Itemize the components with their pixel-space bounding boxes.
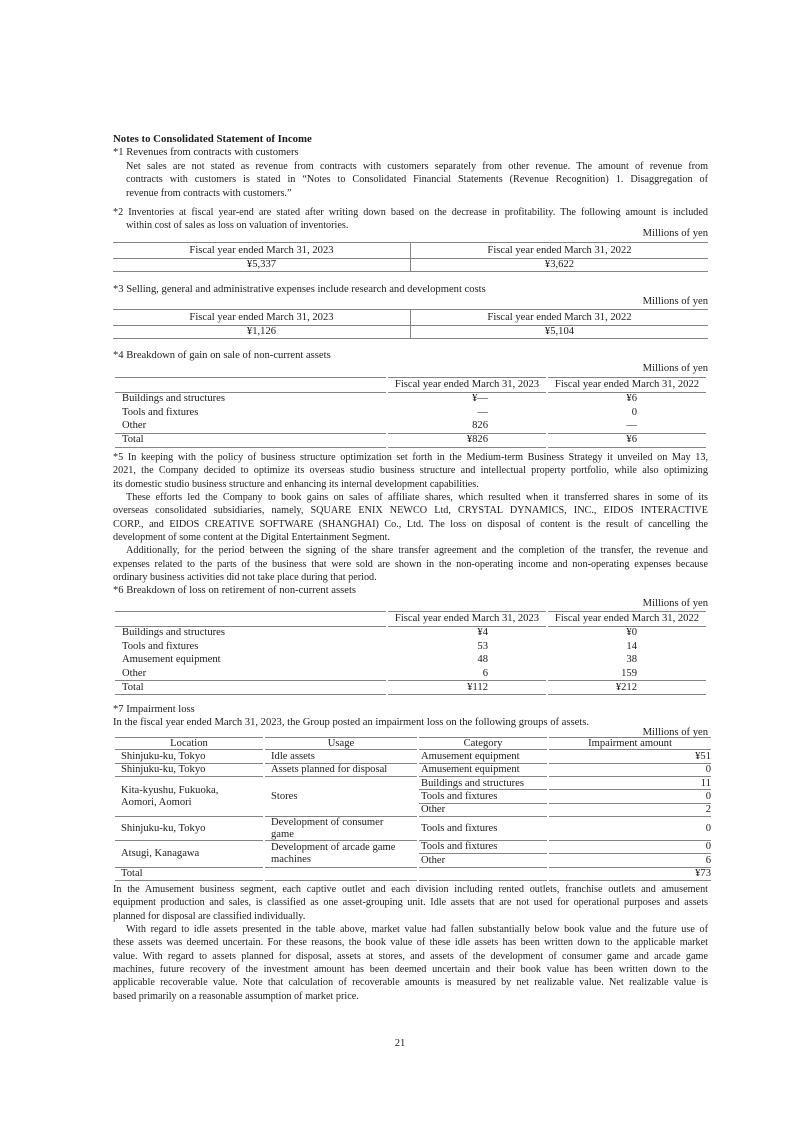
text-line: ordinary business activities did not take place during that period. bbox=[113, 572, 377, 584]
usage-cell bbox=[265, 750, 417, 763]
table-row bbox=[115, 750, 711, 763]
note7-title: *7 Impairment loss bbox=[113, 704, 195, 715]
table-row bbox=[113, 258, 708, 272]
text-line: contracts with customers is stated in “Notes to Consolidated Financial Statements (Revenue Recognition) 1. Disaggregation of bbox=[126, 174, 708, 186]
table-header-row bbox=[115, 377, 706, 393]
location-line: Shinjuku-ku, Tokyo bbox=[121, 822, 206, 834]
amount-cell: 2 bbox=[549, 804, 711, 817]
location-line: Kita-kyushu, Fukuoka, bbox=[121, 785, 219, 797]
retirement-loss-table bbox=[113, 611, 708, 695]
usage-line: Development of arcade game bbox=[271, 842, 396, 854]
table-row bbox=[115, 393, 706, 406]
note1-paragraph bbox=[113, 160, 708, 200]
text-line: CORP., and EIDOS CREATIVE SOFTWARE (SHANGHAI) Co., Ltd. The loss on disposal of content is the result of cancelling the bbox=[113, 518, 708, 530]
table-header-row bbox=[113, 243, 708, 259]
category-cell: Amusement equipment bbox=[419, 764, 547, 777]
amount-cell: 0 bbox=[549, 817, 711, 841]
location-cell bbox=[115, 764, 263, 777]
column-header: Fiscal year ended March 31, 2023 bbox=[113, 243, 411, 259]
text-line: these assets was deemed uncertain. For these reasons, the book value of these idle assets has been written down to the applicable market bbox=[113, 937, 708, 949]
category-cell: Buildings and structures bbox=[419, 777, 547, 790]
text-line: planned for disposal are classified individually. bbox=[113, 910, 306, 922]
text-line: These efforts led the Company to book gains on sales of affiliate shares, which resulted when it transferred shares in some of its bbox=[126, 492, 708, 504]
note6-title: *6 Breakdown of loss on retirement of non-current assets bbox=[113, 585, 357, 596]
total-label: Total bbox=[115, 680, 386, 695]
location-line: Aomori, Aomori bbox=[121, 796, 192, 808]
note1-title: *1 Revenues from contracts with customers bbox=[113, 147, 299, 158]
unit-label: Millions of yen bbox=[642, 296, 708, 307]
table-header-row bbox=[113, 310, 708, 326]
row-label: Tools and fixtures bbox=[122, 406, 199, 418]
value-cell: 53 bbox=[477, 640, 488, 652]
text-line: revenue from contracts with customers.” bbox=[126, 187, 292, 199]
fiscal-year-table bbox=[113, 309, 708, 339]
unit-label: Millions of yen bbox=[642, 727, 708, 738]
table-total-row bbox=[115, 433, 706, 448]
value-cell: ¥1,126 bbox=[113, 325, 411, 339]
table-row bbox=[115, 777, 711, 790]
category-cell: Other bbox=[419, 804, 547, 817]
value-cell: — bbox=[477, 406, 488, 418]
column-header: Category bbox=[419, 737, 547, 750]
value-cell: 826 bbox=[472, 420, 488, 432]
column-header: Usage bbox=[265, 737, 417, 750]
location-cell bbox=[115, 841, 263, 868]
closing-paragraphs bbox=[113, 883, 708, 1003]
text-line: expenses related to the parts of the business that were sold are shown in the non-operating income and non-operating expenses because bbox=[113, 558, 708, 570]
value-cell: 14 bbox=[626, 640, 637, 652]
text-line: *5 In keeping with the policy of business structure optimization set forth in the Medium-term Business Strategy it unveiled on May 13, bbox=[113, 452, 708, 463]
empty-header-cell bbox=[115, 611, 386, 627]
table-row bbox=[115, 817, 711, 841]
fiscal-year-table bbox=[113, 242, 708, 272]
total-label: Total bbox=[115, 433, 386, 448]
column-header: Fiscal year ended March 31, 2023 bbox=[113, 310, 411, 326]
category-cell: Tools and fixtures bbox=[419, 841, 547, 854]
impairment-table bbox=[113, 737, 711, 881]
table-row bbox=[115, 764, 711, 777]
location-line: Shinjuku-ku, Tokyo bbox=[121, 750, 206, 762]
note7-intro: In the fiscal year ended March 31, 2023, the Group posted an impairment loss on the following groups of assets. bbox=[113, 717, 590, 728]
row-label: Other bbox=[122, 420, 147, 432]
category-cell: Tools and fixtures bbox=[419, 790, 547, 803]
unit-label: Millions of yen bbox=[642, 228, 708, 239]
value-cell: ¥5,104 bbox=[411, 325, 709, 339]
text-line: within cost of sales as loss on valuation of inventories. bbox=[126, 220, 349, 232]
value-cell: ¥5,337 bbox=[113, 258, 411, 272]
text-line: its domestic studio business structure and enhancing its internal development capabilities. bbox=[113, 478, 479, 490]
location-cell bbox=[115, 817, 263, 841]
location-line: Shinjuku-ku, Tokyo bbox=[121, 764, 206, 776]
breakdown-table bbox=[113, 611, 708, 695]
table-header-row bbox=[115, 611, 706, 627]
rd-expenses-table bbox=[113, 309, 708, 339]
text-line: applicable recoverable value. Note that calculation of recoverable amounts is measured by net realizable value. Net realizable value is bbox=[113, 977, 708, 989]
text-line: Additionally, for the period between the signing of the share transfer agreement and the completion of the transfer, the revenue and bbox=[126, 545, 708, 557]
text-line: Net sales are not stated as revenue from contracts with customers separately from other revenue. The amount of revenue from bbox=[126, 161, 708, 172]
row-label: Tools and fixtures bbox=[122, 640, 199, 652]
text-line: With regard to idle assets presented in the table above, market value had fallen substantially below book value and the future use of bbox=[126, 924, 708, 936]
column-header: Fiscal year ended March 31, 2022 bbox=[548, 611, 706, 627]
value-cell: 48 bbox=[477, 654, 488, 666]
value-cell: 38 bbox=[626, 654, 637, 666]
text-line: In the Amusement business segment, each captive outlet and each division including rented outlets, franchise outlets and amusement bbox=[113, 884, 708, 895]
table-row bbox=[115, 653, 706, 666]
row-label: Buildings and structures bbox=[122, 393, 225, 405]
amount-cell: ¥51 bbox=[549, 750, 711, 763]
table-row bbox=[115, 406, 706, 419]
column-header: Fiscal year ended March 31, 2022 bbox=[548, 377, 706, 393]
usage-line: Development of consumer bbox=[271, 817, 384, 829]
page-number: 21 bbox=[394, 1038, 406, 1049]
text-line: *2 Inventories at fiscal year-end are stated after writing down based on the decrease in profitability. The following amount is included bbox=[113, 207, 708, 218]
impairment-table-grid bbox=[113, 737, 713, 881]
amount-cell: 0 bbox=[549, 841, 711, 854]
table-total-row bbox=[115, 680, 706, 695]
empty-cell bbox=[265, 868, 417, 881]
usage-line: Stores bbox=[271, 790, 298, 802]
note5-paragraphs bbox=[113, 451, 708, 584]
value-cell: 0 bbox=[631, 406, 637, 418]
empty-cell bbox=[419, 868, 547, 881]
row-label: Amusement equipment bbox=[122, 654, 221, 666]
breakdown-table bbox=[113, 377, 708, 448]
row-label: Other bbox=[122, 667, 147, 679]
text-line: overseas consolidated subsidiaries, namely, SQUARE ENIX NEWCO Ltd, CRYSTAL DYNAMICS, INC., EIDOS INTERACTIVE bbox=[113, 505, 708, 517]
table-row bbox=[115, 667, 706, 680]
text-line: based primarily on a reasonable assumption of market price. bbox=[113, 990, 359, 1002]
usage-line: game bbox=[271, 828, 294, 840]
value-cell: ¥3,622 bbox=[411, 258, 709, 272]
unit-label: Millions of yen bbox=[642, 598, 708, 609]
text-line: equipment production and sales, is classified as one asset-grouping unit. Idle assets that are not used for operational purposes and assets bbox=[113, 897, 708, 909]
usage-line: Assets planned for disposal bbox=[271, 764, 388, 776]
value-cell: 6 bbox=[482, 667, 488, 679]
amount-cell: 11 bbox=[549, 777, 711, 790]
note3-title: *3 Selling, general and administrative expenses include research and development costs bbox=[113, 284, 486, 295]
total-value: ¥73 bbox=[549, 868, 711, 881]
value-cell: ¥0 bbox=[626, 627, 637, 639]
column-header: Fiscal year ended March 31, 2023 bbox=[388, 377, 546, 393]
row-label: Buildings and structures bbox=[122, 627, 225, 639]
usage-line: Idle assets bbox=[271, 750, 315, 762]
table-row bbox=[115, 419, 706, 432]
text-line: value. With regard to assets planned for disposal, assets at stores, and assets of the development of consumer game and arcade game bbox=[113, 950, 708, 962]
category-cell: Tools and fixtures bbox=[419, 817, 547, 841]
usage-line: machines bbox=[271, 853, 312, 865]
category-cell: Amusement equipment bbox=[419, 750, 547, 763]
table-row bbox=[115, 640, 706, 653]
table-row bbox=[113, 325, 708, 339]
total-value: ¥6 bbox=[548, 433, 706, 448]
unit-label: Millions of yen bbox=[642, 363, 708, 374]
category-cell: Other bbox=[419, 854, 547, 867]
text-line: machines, future recovery of the investment amount has been deemed uncertain and their book value has been written down to the bbox=[113, 964, 708, 976]
text-line: 2021, the Company decided to optimize its overseas studio business structure and intellectual property portfolio, while also optimizing bbox=[113, 465, 708, 477]
value-cell: — bbox=[626, 420, 637, 432]
total-value: ¥826 bbox=[388, 433, 546, 448]
column-header: Impairment amount bbox=[549, 737, 711, 750]
table-total-row bbox=[115, 868, 711, 881]
value-cell: ¥4 bbox=[477, 627, 488, 639]
location-cell bbox=[115, 777, 263, 817]
value-cell: ¥— bbox=[472, 393, 488, 405]
location-cell bbox=[115, 750, 263, 763]
column-header: Fiscal year ended March 31, 2023 bbox=[388, 611, 546, 627]
value-cell: ¥6 bbox=[626, 393, 637, 405]
note4-title: *4 Breakdown of gain on sale of non-current assets bbox=[113, 350, 331, 361]
amount-cell: 6 bbox=[549, 854, 711, 867]
usage-cell bbox=[265, 817, 417, 841]
empty-header-cell bbox=[115, 377, 386, 393]
table-row bbox=[115, 627, 706, 640]
usage-cell bbox=[265, 777, 417, 817]
page-title: Notes to Consolidated Statement of Income bbox=[113, 133, 312, 145]
amount-cell: 0 bbox=[549, 790, 711, 803]
amount-cell: 0 bbox=[549, 764, 711, 777]
column-header: Fiscal year ended March 31, 2022 bbox=[411, 310, 709, 326]
total-label: Total bbox=[115, 868, 263, 881]
table-row bbox=[115, 841, 711, 854]
column-header: Fiscal year ended March 31, 2022 bbox=[411, 243, 709, 259]
table-header-row bbox=[115, 737, 711, 750]
total-value: ¥212 bbox=[548, 680, 706, 695]
location-line: Atsugi, Kanagawa bbox=[121, 848, 200, 860]
gain-on-sale-table bbox=[113, 377, 708, 448]
column-header: Location bbox=[115, 737, 263, 750]
usage-cell bbox=[265, 764, 417, 777]
text-line: development of some content at the Digital Entertainment Segment. bbox=[113, 532, 390, 544]
usage-cell bbox=[265, 841, 417, 868]
inventory-writedown-table bbox=[113, 242, 708, 272]
total-value: ¥112 bbox=[388, 680, 546, 695]
value-cell: 159 bbox=[621, 667, 637, 679]
